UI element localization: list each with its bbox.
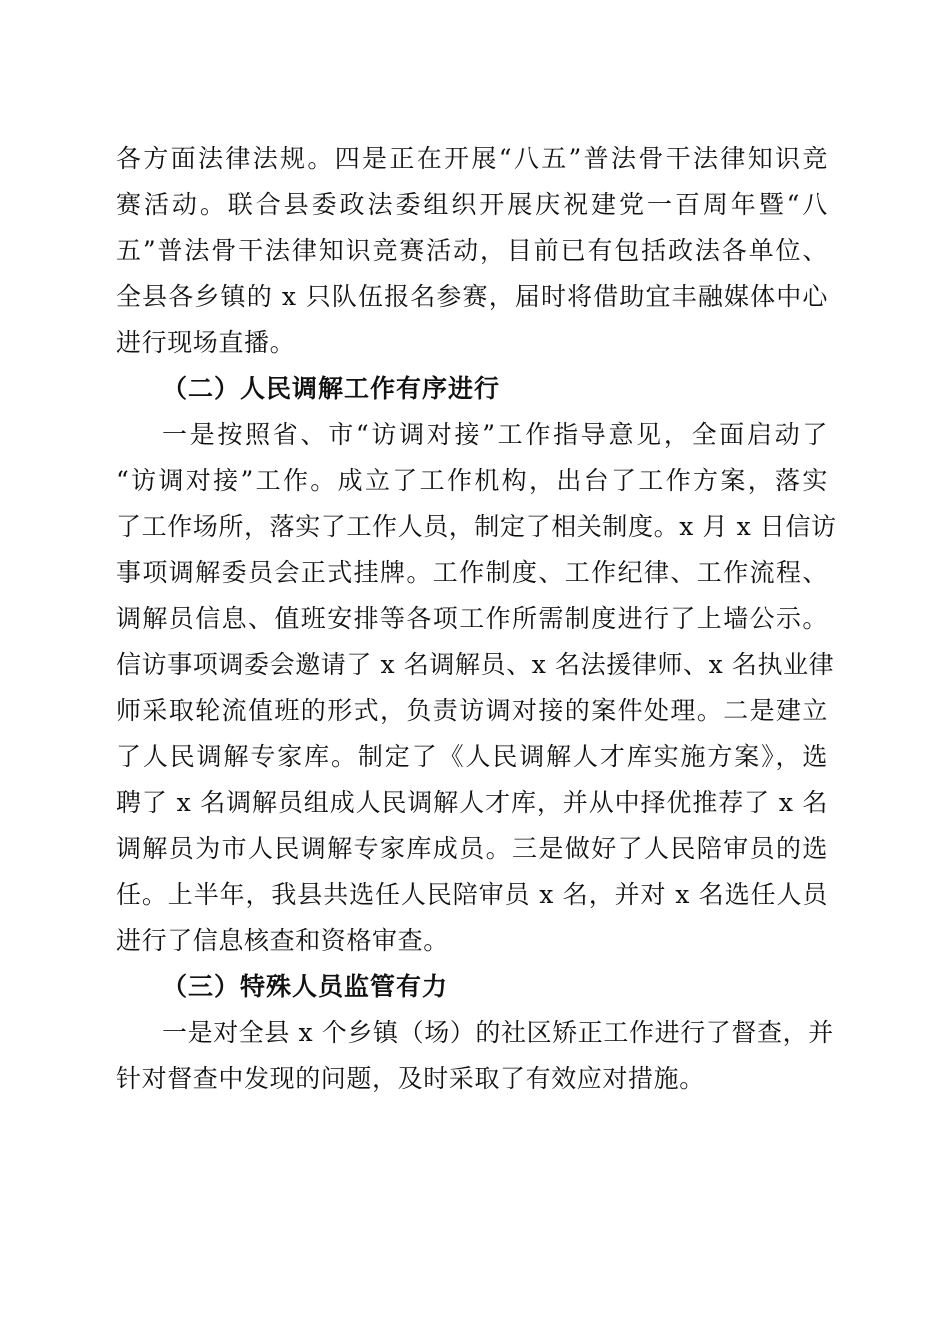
paragraph-line: 调解员为市人民调解专家库成员。三是做好了人民陪审员的选 [116,834,828,863]
paragraph-line: 全县各乡镇的 x 只队伍报名参赛，届时将借助宜丰融媒体中心 [116,282,828,311]
section-heading-2: （二）人民调解工作有序进行 [162,374,501,403]
paragraph-line: 赛活动。联合县委政法委组织开展庆祝建党一百周年暨“八 [116,190,828,219]
document-body [116,136,837,1102]
paragraph-line: 聘了 x 名调解员组成人民调解人才库，并从中择优推荐了 x 名 [116,788,828,817]
paragraph-line: 调解员信息、值班安排等各项工作所需制度进行了上墙公示。 [116,604,828,633]
paragraph-line: 一是按照省、市“访调对接”工作指导意见，全面启动了 [162,420,828,449]
paragraph-line: 一是对全县 x 个乡镇（场）的社区矫正工作进行了督查，并 [162,1018,834,1047]
paragraph-2 [116,412,837,964]
paragraph-line: 了工作场所，落实了工作人员，制定了相关制度。x 月 x 日信访 [116,512,837,541]
paragraph-line: 各方面法律法规。四是正在开展“八五”普法骨干法律知识竞 [116,144,828,173]
paragraph-line: 任。上半年，我县共选任人民陪审员 x 名，并对 x 名选任人员 [116,880,828,909]
paragraph-line: 进行了信息核查和资格审查。 [116,926,449,955]
paragraph-1 [116,136,828,366]
paragraph-line: 了人民调解专家库。制定了《人民调解人才库实施方案》，选 [116,742,828,771]
paragraph-line: “访调对接”工作。成立了工作机构，出台了工作方案，落实 [116,466,828,495]
paragraph-line: 信访事项调委会邀请了 x 名调解员、x 名法援律师、x 名执业律 [116,650,835,679]
paragraph-line: 进行现场直播。 [116,328,296,357]
paragraph-line: 五”普法骨干法律知识竞赛活动，目前已有包括政法各单位、 [116,236,828,265]
paragraph-line: 事项调解委员会正式挂牌。工作制度、工作纪律、工作流程、 [116,558,828,587]
paragraph-line: 针对督查中发现的问题，及时采取了有效应对措施。 [116,1064,705,1093]
section-heading-3: （三）特殊人员监管有力 [162,972,449,1001]
paragraph-3 [116,1010,834,1102]
paragraph-line: 师采取轮流值班的形式，负责访调对接的案件处理。二是建立 [116,696,828,725]
